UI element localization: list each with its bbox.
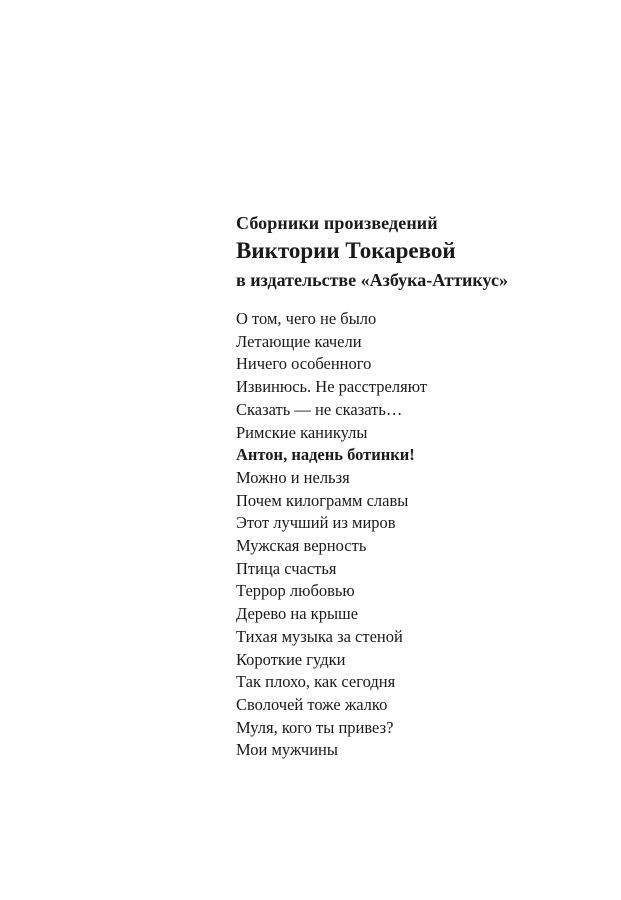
book-title-item: Ничего особенного	[236, 354, 372, 374]
book-title-item: Этот лучший из миров	[236, 513, 396, 533]
book-title-item: Летающие качели	[236, 331, 362, 351]
heading-publisher-line: в издательстве «Азбука-Аттикус»	[236, 270, 508, 290]
book-title-item: Мужская верность	[236, 536, 367, 556]
book-title-item: Так плохо, как сегодня	[236, 672, 396, 692]
collection-heading	[236, 210, 596, 294]
book-title-item: Можно и нельзя	[236, 467, 350, 487]
book-title-item: Тихая музыка за стеной	[236, 626, 403, 646]
book-title-item: Сказать — не сказать…	[236, 399, 403, 419]
book-title-item: Террор любовью	[236, 581, 355, 601]
book-title-item: Мои мужчины	[236, 740, 338, 760]
book-title-item: Короткие гудки	[236, 649, 346, 669]
book-title-item: Муля, кого ты привез?	[236, 717, 394, 737]
book-title-list	[236, 308, 596, 762]
book-title-item: Римские каникулы	[236, 422, 368, 442]
book-title-item: Сволочей тоже жалко	[236, 694, 388, 714]
book-title-item: О том, чего не было	[236, 309, 377, 328]
book-title-item: Извинюсь. Не расстреляют	[236, 377, 428, 397]
book-title-item: Птица счастья	[236, 558, 337, 578]
book-title-item: Почем килограмм славы	[236, 490, 409, 510]
heading-collections-line: Сборники произведений	[236, 213, 438, 233]
book-title-item: Дерево на крыше	[236, 604, 359, 624]
book-title-item: Антон, надень ботинки!	[236, 445, 415, 465]
heading-author-line: Виктории Токаревой	[236, 238, 456, 263]
